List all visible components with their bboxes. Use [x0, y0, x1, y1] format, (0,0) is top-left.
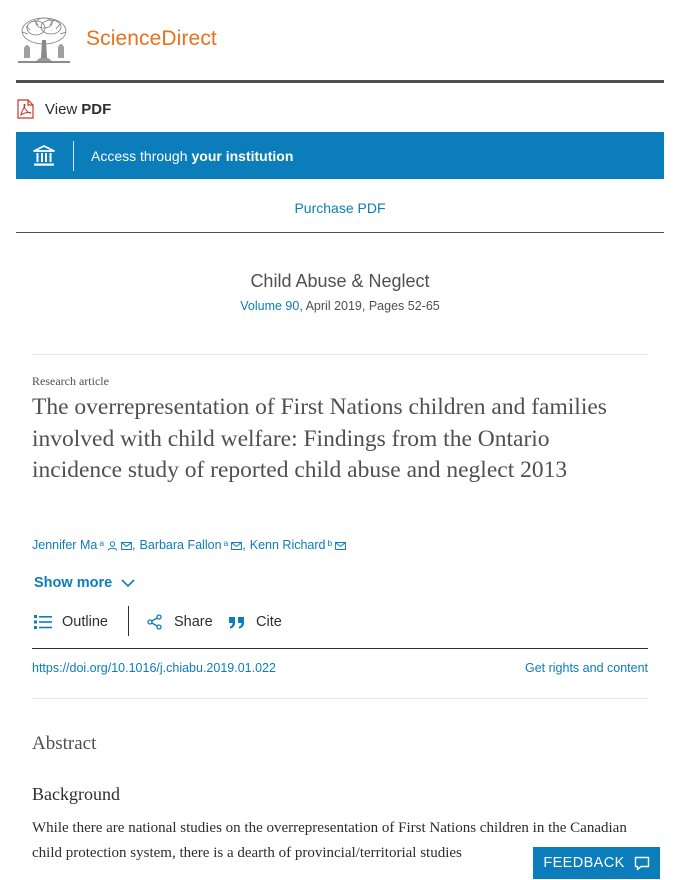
show-more-label: Show more: [34, 575, 113, 591]
list-icon: [34, 614, 52, 630]
purchase-pdf-link[interactable]: Purchase PDF: [294, 200, 386, 216]
journal-title[interactable]: Child Abuse & Neglect: [250, 271, 430, 291]
feedback-label: FEEDBACK: [543, 855, 625, 871]
site-header: [16, 14, 664, 66]
outline-label: Outline: [62, 614, 108, 630]
header-divider: [16, 80, 664, 83]
author-list: [32, 538, 648, 552]
abstract-text: While there are national studies on the overrepresentation of First Nations children in the Canadian child protection system, there is a dearth of provincial/territorial studies: [32, 820, 627, 861]
article-toolbar: [32, 604, 648, 648]
section-divider: [32, 354, 648, 355]
author-affiliation[interactable]: a: [223, 538, 229, 548]
elsevier-tree-logo[interactable]: [16, 14, 72, 64]
access-institution-button[interactable]: [16, 132, 664, 179]
section-divider: [32, 698, 648, 699]
author-affiliation[interactable]: a: [99, 538, 105, 548]
person-icon: [107, 541, 118, 551]
article-type: Research article: [32, 374, 109, 388]
share-button[interactable]: [146, 614, 213, 630]
issue-info: [32, 299, 648, 313]
pdf-file-icon: [16, 99, 34, 119]
institution-icon: [32, 144, 56, 168]
toolbar-divider: [128, 606, 129, 636]
article-title: The overrepresentation of First Nations children and families involved with child welfare: Findings from the Ontario incidence study of reported child abuse and neglect 2013: [32, 394, 607, 484]
brand-name[interactable]: ScienceDirect: [86, 27, 217, 50]
author-name[interactable]: Barbara Fallon: [139, 538, 222, 552]
access-bold: your institution: [191, 147, 294, 164]
view-pdf-bold: PDF: [81, 100, 112, 118]
author-name[interactable]: Jennifer Ma: [32, 538, 98, 552]
chat-bubble-icon: [634, 856, 650, 871]
email-icon[interactable]: [121, 541, 132, 551]
cite-label: Cite: [256, 614, 282, 630]
email-icon[interactable]: [335, 541, 346, 551]
purchase-divider: [16, 232, 664, 233]
view-pdf-prefix: View: [45, 100, 78, 118]
issue-details: , April 2019, Pages 52-65: [299, 299, 440, 313]
access-divider: [73, 141, 74, 171]
toolbar-divider-line: [32, 648, 648, 649]
abstract-heading: Abstract: [32, 733, 97, 754]
quote-icon: [228, 614, 246, 630]
email-icon[interactable]: [231, 541, 242, 551]
author-affiliation[interactable]: b: [327, 538, 333, 548]
cite-button[interactable]: [228, 614, 282, 630]
rights-link[interactable]: Get rights and content: [525, 661, 648, 675]
view-pdf-link[interactable]: [16, 98, 111, 120]
share-icon: [146, 614, 164, 630]
volume-link[interactable]: Volume 90: [240, 299, 300, 313]
outline-button[interactable]: [34, 614, 108, 630]
show-more-button[interactable]: [34, 575, 135, 591]
access-prefix: Access through: [91, 147, 188, 164]
doi-link[interactable]: https://doi.org/10.1016/j.chiabu.2019.01.022: [32, 661, 276, 675]
author-name[interactable]: Kenn Richard: [249, 538, 326, 552]
author-separator: ,: [242, 538, 246, 552]
feedback-button[interactable]: [533, 847, 660, 879]
background-heading: Background: [32, 784, 120, 804]
author-separator: ,: [132, 538, 136, 552]
share-label: Share: [174, 614, 213, 630]
chevron-down-icon: [121, 578, 135, 588]
